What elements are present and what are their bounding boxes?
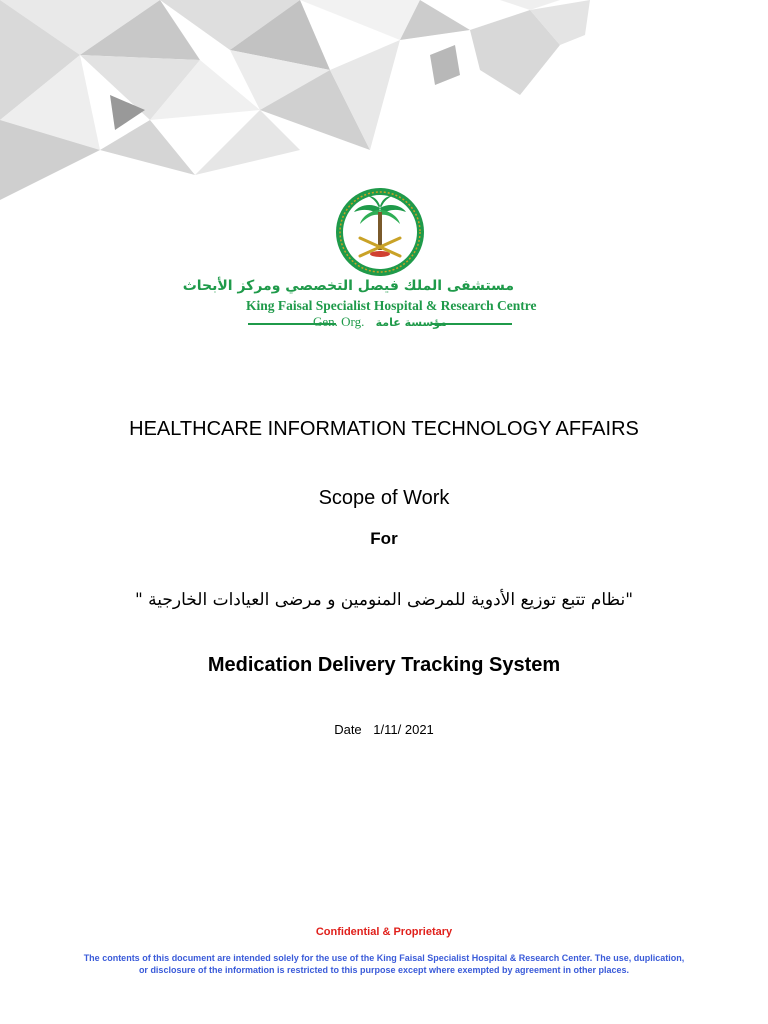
disclaimer-text (60, 952, 708, 976)
logo-organization-type (246, 314, 514, 330)
hospital-logo (182, 186, 537, 332)
logo-org-english: Gen. Org. (313, 314, 365, 329)
date-value: 1/11/ 2021 (373, 722, 434, 737)
palm-tree-swords-emblem-icon (334, 186, 426, 278)
arabic-system-title: "نظام تتبع توزيع الأدوية للمرضى المنومين و مرضى العيادات الخارجية " (134, 590, 634, 610)
geometric-header-decoration (0, 0, 600, 210)
disclaimer-line-2: or disclosure of the information is restricted to this purpose except where exempted by agreement in other places. (138, 965, 630, 975)
confidential-notice: Confidential & Proprietary (315, 926, 453, 938)
logo-org-arabic: مؤسسة عامة (375, 316, 447, 329)
document-date (0, 722, 768, 737)
system-name-heading: Medication Delivery Tracking System (207, 654, 561, 676)
logo-arabic-name: مستشفى الملك فيصل التخصصي ومركز الأبحاث (182, 278, 514, 294)
date-label: Date (334, 722, 362, 737)
department-heading: HEALTHCARE INFORMATION TECHNOLOGY AFFAIRS (129, 418, 639, 440)
disclaimer-line-1: The contents of this document are intended solely for the use of the King Faisal Specialist Hospital & Research Center. The use, duplication, (83, 953, 685, 963)
logo-english-name: King Faisal Specialist Hospital & Research Centre (246, 298, 537, 313)
document-type-heading: Scope of Work (318, 487, 450, 509)
for-label: For (370, 529, 398, 548)
